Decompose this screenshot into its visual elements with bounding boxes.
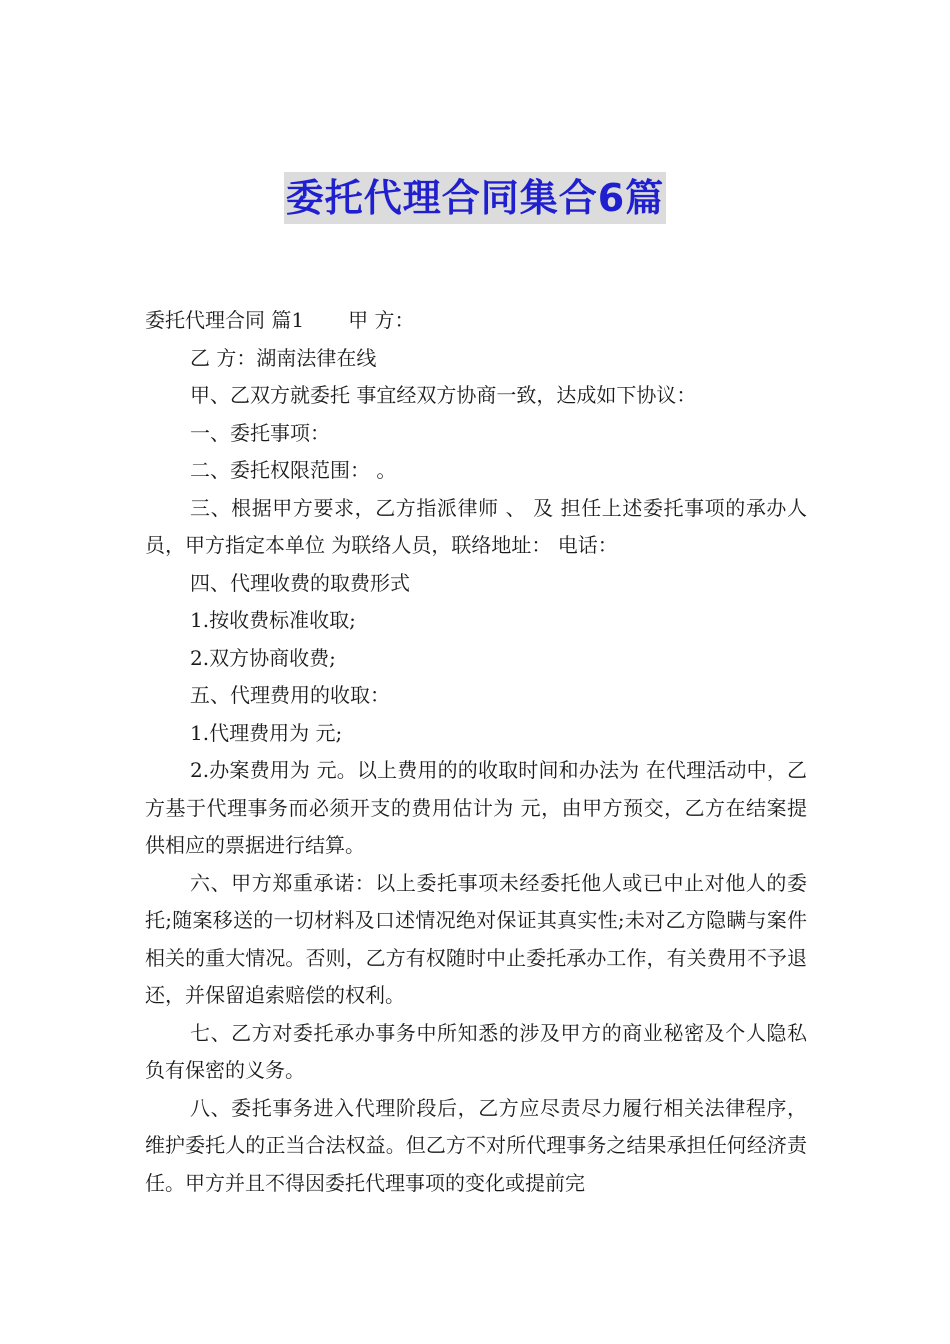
document-title: 委托代理合同集合6篇 (284, 172, 666, 224)
paragraph: 六、甲方郑重承诺：以上委托事项未经委托他人或已中止对他人的委托;随案移送的一切材料及口述情况绝对保证其真实性;未对乙方隐瞒与案件相关的重大情况。否则，乙方有权随时中止委托承办工作，有关费用不予退还，并保留追索赔偿的权利。 (145, 870, 807, 1007)
contract-heading: 委托代理合同 篇1 (145, 308, 305, 332)
paragraph: 三、根据甲方要求，乙方指派律师 、 及 担任上述委托事项的承办人员，甲方指定本单位 为联络人员，联络地址： 电话： (145, 495, 807, 557)
paragraph: 2.双方协商收费; (190, 645, 336, 670)
paragraph: 七、乙方对委托承办事务中所知悉的涉及甲方的商业秘密及个人隐私负有保密的义务。 (145, 1020, 807, 1082)
document-body (145, 302, 807, 1202)
first-line (145, 302, 807, 340)
paragraph: 一、委托事项： (190, 420, 330, 445)
paragraph: 1.代理费用为 元; (190, 720, 343, 745)
party-a-label: 甲 方： (348, 308, 415, 332)
paragraph: 1.按收费标准收取; (190, 608, 356, 632)
paragraph: 四、代理收费的取费形式 (190, 570, 410, 595)
paragraph: 八、委托事务进入代理阶段后，乙方应尽责尽力履行相关法律程序，维护委托人的正当合法权益。但乙方不对所代理事务之结果承担任何经济责任。甲方并且不得因委托代理事项的变化或提前完 (145, 1095, 807, 1195)
paragraph: 乙 方：湖南法律在线 (190, 345, 377, 370)
paragraph: 二、委托权限范围： 。 (190, 458, 397, 482)
paragraph: 2.办案费用为 元。以上费用的的收取时间和办法为 在代理活动中，乙方基于代理事务而必须开支的费用估计为 元，由甲方预交，乙方在结案提供相应的票据进行结算。 (145, 758, 807, 857)
paragraph: 甲、乙双方就委托 事宜经双方协商一致，达成如下协议： (190, 383, 697, 407)
title-container (0, 172, 950, 224)
paragraph: 五、代理费用的收取： (190, 683, 390, 707)
